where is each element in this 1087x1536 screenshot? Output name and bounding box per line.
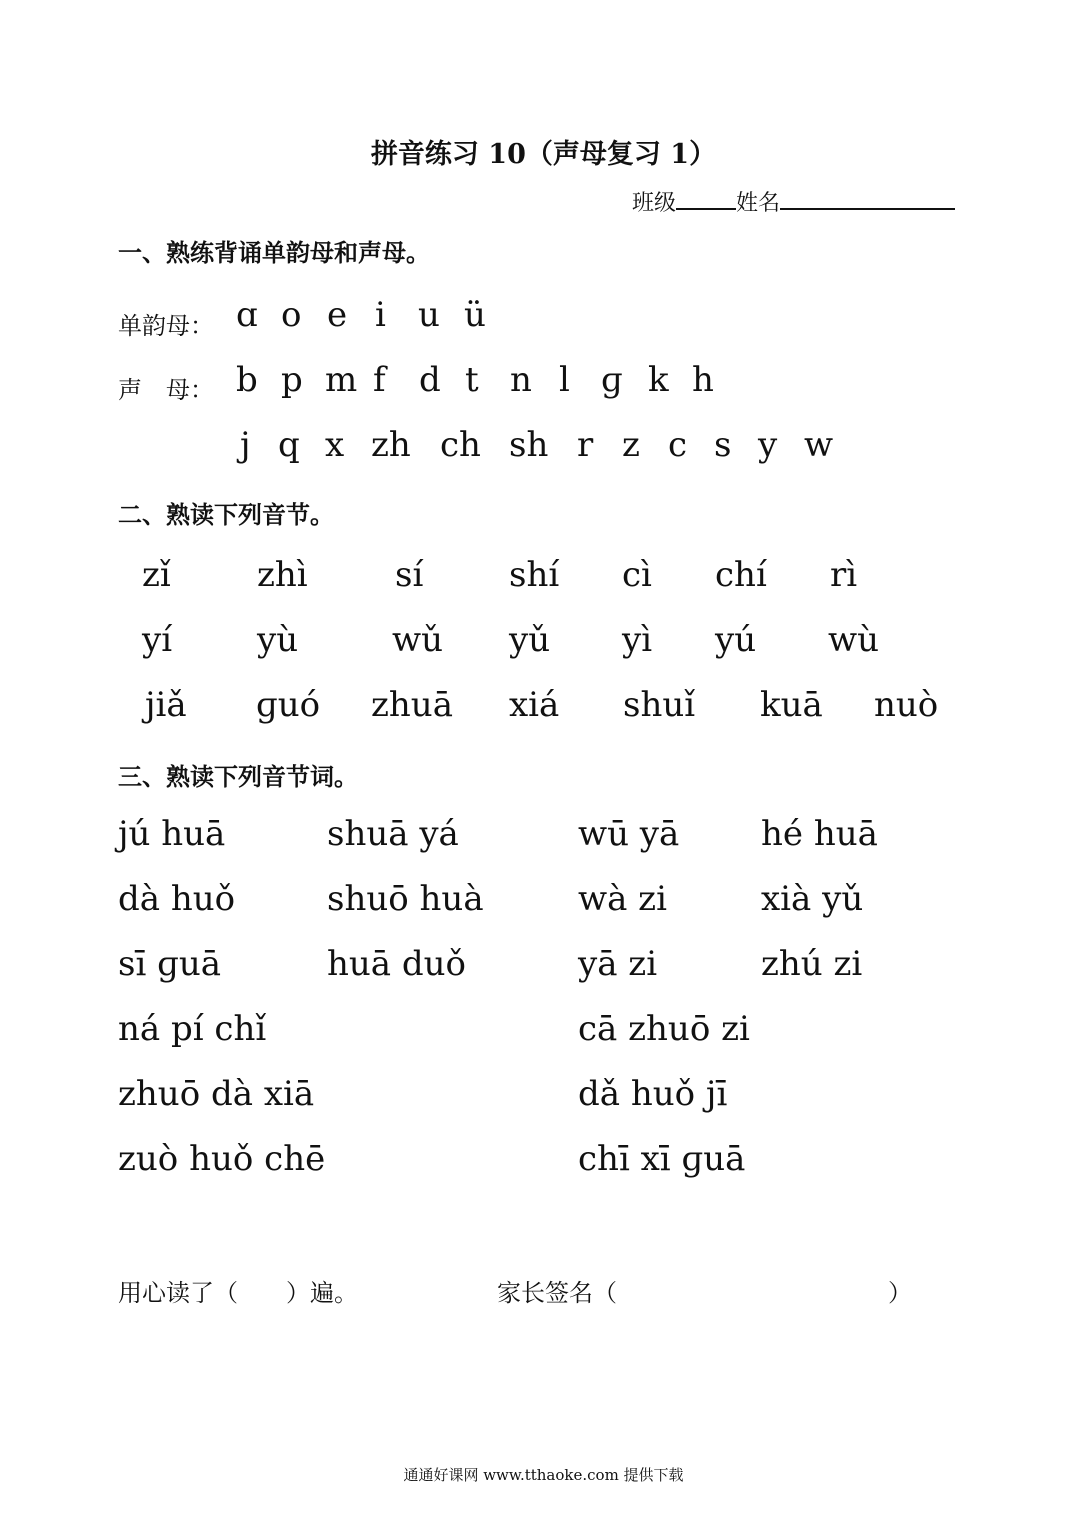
initial-item: sh	[509, 425, 549, 465]
initial-item: h	[692, 360, 714, 400]
initial-item: j	[240, 425, 251, 465]
syllable-item: xiá	[509, 685, 560, 725]
section1-heading: 一、熟练背诵单韵母和声母。	[118, 238, 430, 267]
word-item: zhú zi	[761, 944, 863, 984]
class-name-line	[632, 186, 955, 217]
syllable-item: zǐ	[142, 555, 171, 595]
read-times-text: 用心读了（ ）遍。	[118, 1279, 358, 1307]
word-item: ná pí chǐ	[118, 1009, 267, 1049]
name-label: 姓名	[736, 191, 781, 216]
syllable-item: zhì	[257, 555, 308, 595]
initial-item: n	[510, 360, 532, 400]
parent-sign-close: ）	[888, 1279, 912, 1307]
word-item: jú huā	[118, 814, 226, 854]
syllable-item: yì	[622, 620, 653, 660]
word-item: hé huā	[761, 814, 878, 854]
initial-item: zh	[371, 425, 411, 465]
word-item: zuò huǒ chē	[118, 1139, 326, 1179]
class-label: 班级	[632, 191, 677, 216]
word-item: shuā yá	[327, 814, 459, 854]
initial-item: d	[419, 360, 441, 400]
syllable-item: yú	[715, 620, 757, 660]
word-item: shuō huà	[327, 879, 484, 919]
syllable-item: kuā	[760, 685, 823, 725]
initial-item: y	[758, 425, 778, 465]
word-item: yā zi	[578, 944, 658, 984]
initial-item: k	[648, 360, 669, 400]
vowels-label: 单韵母：	[118, 312, 214, 340]
syllable-item: yù	[257, 620, 299, 660]
syllable-item: yǔ	[509, 620, 551, 660]
section3-heading: 三、熟读下列音节词。	[118, 762, 358, 791]
initials-label: 声 母：	[118, 376, 214, 404]
word-item: huā duǒ	[327, 944, 467, 984]
parent-sign-open: 家长签名（	[497, 1279, 617, 1307]
initial-item: c	[668, 425, 688, 465]
initial-item: q	[278, 425, 300, 465]
initial-item: l	[559, 360, 570, 400]
syllable-item: ɡuó	[256, 685, 321, 725]
initial-item: s	[714, 425, 732, 465]
initial-item: p	[281, 360, 303, 400]
initial-item: r	[577, 425, 594, 465]
word-item: wà zi	[578, 879, 667, 919]
initial-item: m	[325, 360, 358, 400]
initial-item: ɡ	[601, 360, 623, 400]
word-item: dǎ huǒ jī	[578, 1074, 728, 1114]
word-item: chī xī ɡuā	[578, 1139, 746, 1179]
class-blank[interactable]	[676, 186, 736, 210]
initial-item: z	[622, 425, 640, 465]
syllable-item: shuǐ	[623, 685, 696, 725]
word-item: wū yā	[578, 814, 680, 854]
initial-item: f	[373, 360, 386, 400]
vowel-item: e	[327, 295, 348, 335]
vowel-item: o	[281, 295, 302, 335]
initial-item: ch	[440, 425, 481, 465]
download-note: 通通好课网 www.tthaoke.com 提供下载	[403, 1466, 684, 1484]
syllable-item: shí	[509, 555, 560, 595]
word-item: cā zhuō zi	[578, 1009, 750, 1049]
initial-item: x	[325, 425, 345, 465]
syllable-item: chí	[715, 555, 767, 595]
syllable-item: wǔ	[392, 620, 443, 660]
page-title: 拼音练习 10（声母复习 1）	[370, 139, 717, 170]
word-item: dà huǒ	[118, 879, 236, 919]
syllable-item: rì	[830, 555, 858, 595]
initial-item: w	[804, 425, 834, 465]
syllable-item: wù	[828, 620, 879, 660]
vowel-item: i	[375, 295, 386, 335]
initial-item: b	[236, 360, 258, 400]
name-blank[interactable]	[780, 186, 955, 210]
vowel-item: u	[418, 295, 440, 335]
initial-item: t	[465, 360, 479, 400]
syllable-item: yí	[142, 620, 173, 660]
syllable-item: cì	[622, 555, 652, 595]
syllable-item: sí	[395, 555, 424, 595]
syllable-item: nuò	[874, 685, 939, 725]
word-item: zhuō dà xiā	[118, 1074, 315, 1114]
vowel-item: ü	[464, 295, 486, 335]
word-item: sī ɡuā	[118, 944, 222, 984]
word-item: xià yǔ	[761, 879, 864, 919]
syllable-item: jiǎ	[145, 685, 187, 725]
section2-heading: 二、熟读下列音节。	[118, 500, 334, 529]
syllable-item: zhuā	[371, 685, 453, 725]
vowel-item: ɑ	[236, 295, 258, 335]
